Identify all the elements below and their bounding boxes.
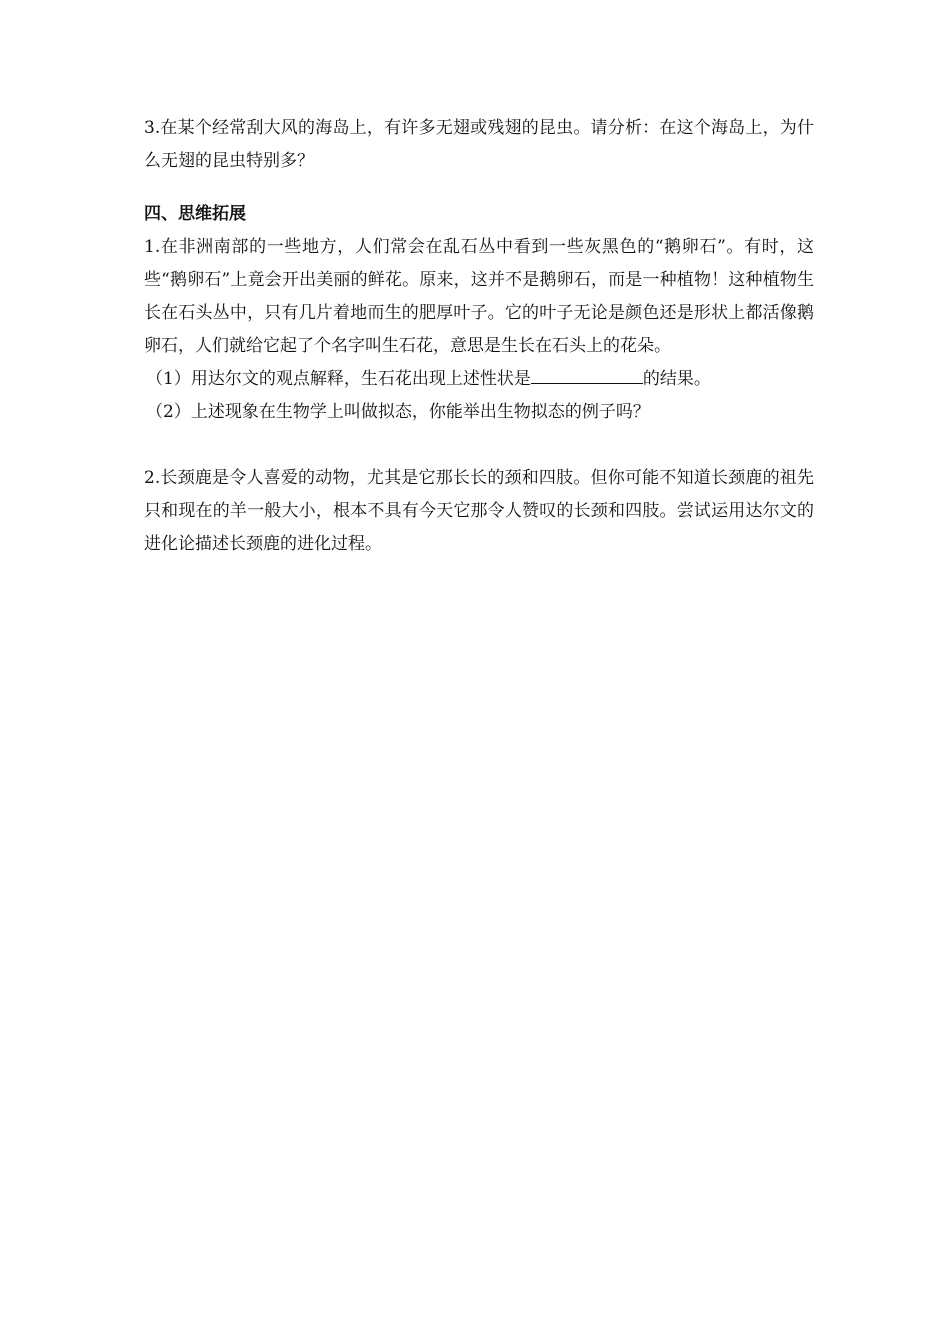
answer-blank[interactable] (531, 365, 643, 384)
question-1-text: 1.在非洲南部的一些地方，人们常会在乱石丛中看到一些灰黑色的“鹅卵石”。有时，这些“鹅卵石”上竟会开出美丽的鲜花。原来，这并不是鹅卵石，而是一种植物！这种植物生长在石头丛中，只有几片着地而生的肥厚叶子。它的叶子无论是颜色还是形状上都活像鹅卵石，人们就给它起了个名字叫生石花，意思是生长在石头上的花朵。 (144, 237, 814, 356)
section-heading: 四、思维拓展 (144, 204, 246, 224)
document-page (144, 112, 814, 561)
question-3-text: 3.在某个经常刮大风的海岛上，有许多无翅或残翅的昆虫。请分析：在这个海岛上，为什么无翅的昆虫特别多？ (144, 118, 814, 171)
question-2-text: 2.长颈鹿是令人喜爱的动物，尤其是它那长长的颈和四肢。但你可能不知道长颈鹿的祖先只和现在的羊一般大小，根本不具有今天它那令人赞叹的长颈和四肢。尝试运用达尔文的进化论描述长颈鹿的进化过程。 (144, 468, 814, 554)
spacer (144, 429, 814, 462)
question-1-sub-1 (144, 363, 814, 396)
question-1-sub-2: （2）上述现象在生物学上叫做拟态，你能举出生物拟态的例子吗？ (146, 402, 650, 422)
sub-1-suffix: 的结果。 (642, 369, 711, 389)
sub-1-prefix: （1）用达尔文的观点解释，生石花出现上述性状是 (146, 369, 531, 389)
